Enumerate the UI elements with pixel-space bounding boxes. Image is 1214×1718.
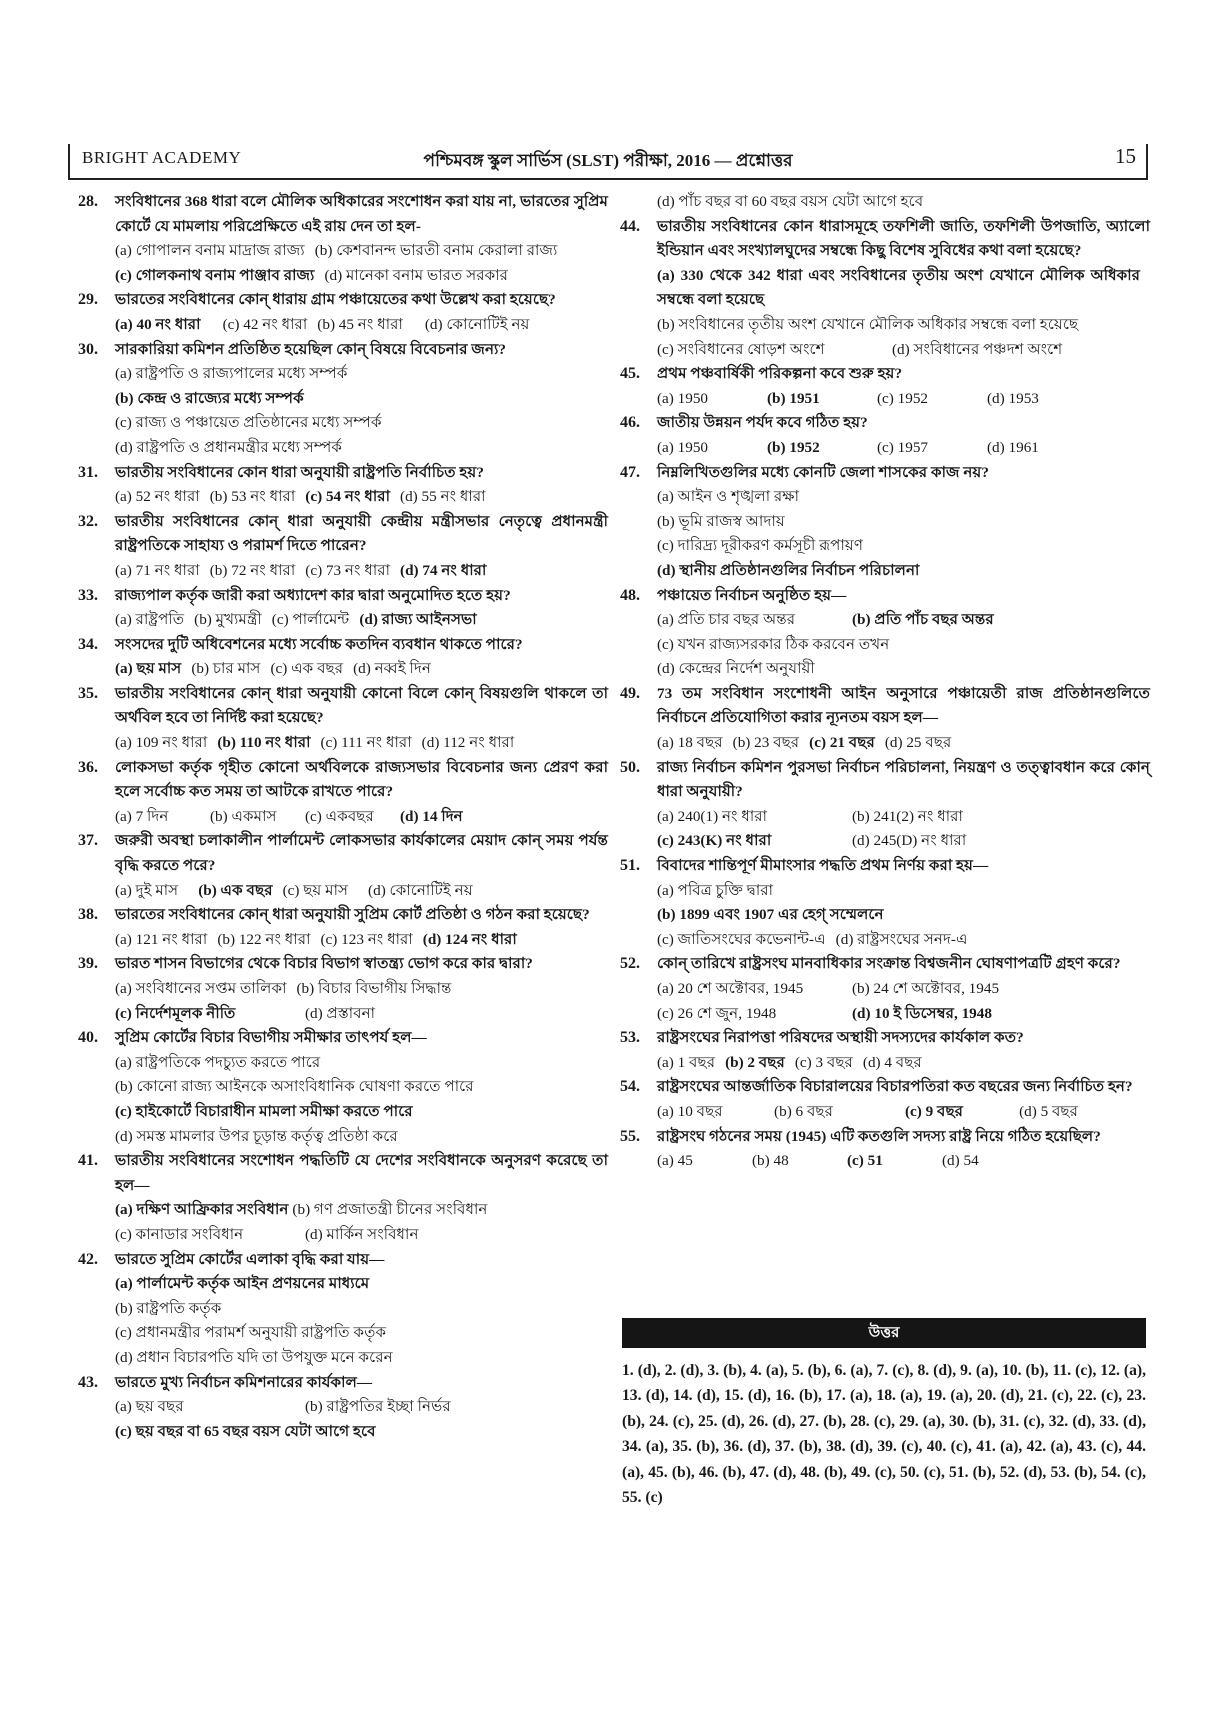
question-number: 49. [620,684,640,702]
question-37 [78,829,608,878]
option-b: (b) 48 [752,1152,789,1170]
option-d: (d) কেন্দ্রের নির্দেশ অনুযায়ী [657,660,815,678]
option-a: (a) 1950 [657,438,709,456]
options-46 [620,436,1150,461]
option-b: (b) 241(2) নং ধারা [852,807,963,825]
option-d: (d) সংবিধানের পঞ্চদশ অংশে [892,340,1063,358]
option-b: (b) 24 শে অক্টোবর, 1945 [852,980,1000,997]
options-42 [78,1272,608,1370]
question-51 [620,854,1150,879]
question-number: 42. [78,1250,98,1268]
option-c-correct: (c) 21 বছর [809,734,875,752]
option-a-correct: (a) 40 নং ধারা [115,315,201,333]
option-c-correct: (c) 54 নং ধারা [305,488,391,506]
option-d: (d) 112 নং ধারা [421,734,515,752]
options-38 [78,928,608,953]
options-47 [620,485,1150,583]
option-c: (c) 1957 [877,438,929,456]
option-b: (b) বিচার বিভাগীয় সিদ্ধান্ত [296,980,452,997]
option-b: (b) 23 বছর [732,734,800,752]
answer-key: 1. (d), 2. (d), 3. (b), 4. (a), 5. (b), 6. (a), 7. (c), 8. (d), 9. (a), 10. (b), 11. (c), 12. (a), 13. (d), 14. (d), 15. (d), 16. (b), 17. (a), 18. (a), 19. (a), 20. (d), 21. (c), 22. (c), 23. (b), 24. (c), 25. (d), 26. (d), 27. (b), 28. (c), 29. (a), 30. (b), 31. (c), 32. (d), 33. (d), 34. (a), 35. (b), 36. (d), 37. (b), 38. (d), 39. (c), 40. (c), 41. (a), 42. (a), 43. (c), 44. (a), 45. (b), 46. (b), 47. (d), 48. (b), 49. (c), 50. (c), 51. (b), 52. (d), 53. (b), 54. (c), 55. (c) [622,1362,1146,1507]
option-d-correct: (d) 10 ই ডিসেম্বর, 1948 [852,1004,992,1022]
left-column [78,190,608,1444]
question-number: 36. [78,758,98,776]
question-number: 38. [78,906,98,924]
options-34 [78,657,608,682]
question-text: রাষ্ট্রসংঘ গঠনের সময় (1945) এটি কতগুলি সদস্য রাষ্ট্র নিয়ে গঠিত হয়েছিল? [657,1127,1101,1145]
question-number: 53. [620,1029,640,1047]
option-a: (a) 45 [657,1152,693,1170]
option-a: (a) 240(1) নং ধারা [657,807,768,825]
option-a: (a) রাষ্ট্রপতি [115,611,185,629]
options-31 [78,485,608,510]
option-b: (b) একমাস [210,807,277,825]
question-number: 31. [78,463,98,481]
question-text: সারকারিয়া কমিশন প্রতিষ্ঠিত হয়েছিল কোন্ বিষয়ে বিবেচনার জন্য? [115,340,507,358]
question-number: 32. [78,512,98,530]
option-b-correct: (b) 1951 [767,389,820,407]
option-d: (d) মার্কিন সংবিধান [305,1225,419,1243]
options-33 [78,608,608,633]
question-number: 54. [620,1078,640,1096]
option-c: (c) দারিদ্র্য দূরীকরণ কর্মসূচী রূপায়ণ [657,537,863,555]
option-b: (b) রাষ্ট্রপতি কর্তৃক [115,1299,222,1317]
question-text: ভারতীয় সংবিধানের সংশোধন পদ্ধতিটি যে দেশের সংবিধানকে অনুসরণ করেছে তা হল— [115,1152,608,1194]
question-text: ভারতের সংবিধানের কোন্ ধারায় গ্রাম পঞ্চায়েতের কথা উল্লেখ করা হয়েছে? [115,291,556,309]
options-49 [620,731,1150,756]
option-a: (a) গোপালন বনাম মাদ্রাজ রাজ্য [115,242,305,260]
option-d-correct: (d) স্থানীয় প্রতিষ্ঠানগুলির নির্বাচন পরিচালনা [657,561,920,579]
question-49 [620,682,1150,731]
question-29 [78,288,608,313]
question-text: ভারতীয় সংবিধানের কোন্ ধারা অনুযায়ী কোনো বিলে কোন্ বিষয়গুলি থাকলে তা অর্থবিল হবে তা নির্দিষ্ট করা হয়েছে? [115,684,608,727]
question-50 [620,756,1150,805]
option-a: (a) দুই মাস [115,881,179,899]
question-text: লোকসভা কর্তৃক গৃহীত কোনো অর্থবিলকে রাজ্যসভার বিবেচনার জন্য প্রেরণ করা হলে সর্বোচ্চ কত সময় তা আটকে রাখতে পারে? [115,758,608,801]
option-d: (d) কোনোটিই নয় [368,881,473,899]
option-a: (a) রাষ্ট্রপতি ও রাজ্যপালের মধ্যে সম্পর্ক [115,365,348,383]
option-c-correct: (c) ছয় বছর বা 65 বছর বয়স যেটা আগে হবে [115,1422,376,1440]
question-54 [620,1075,1150,1100]
question-text: প্রথম পঞ্চবার্ষিকী পরিকল্পনা কবে শুরু হয়? [657,365,903,383]
option-c: (c) 73 নং ধারা [305,561,391,579]
question-number: 48. [620,586,640,604]
options-39 [78,977,608,1026]
question-text: জাতীয় উন্নয়ন পর্যদ কবে গঠিত হয়? [657,414,868,432]
question-number: 50. [620,758,640,776]
question-number: 29. [78,291,98,309]
option-a: (a) 18 বছর [657,734,723,752]
right-column [620,190,1150,1174]
option-a: (a) 1 বছর [657,1053,716,1071]
options-41 [78,1198,608,1247]
question-42 [78,1248,608,1273]
question-40 [78,1026,608,1051]
option-b-correct: (b) প্রতি পাঁচ বছর অন্তর [852,611,994,629]
question-30 [78,338,608,363]
option-b: (b) 53 নং ধারা [209,488,296,506]
options-29 [78,313,608,338]
option-a: (a) 1950 [657,389,709,407]
option-c: (c) 42 নং ধারা [222,315,308,333]
options-51 [620,879,1150,953]
option-c: (c) ছয় মাস [282,881,349,899]
page-title: পশ্চিমবঙ্গ স্কুল সার্ভিস (SLST) পরীক্ষা, 2016 — প্রশ্নোত্তর [423,151,793,170]
option-c: (c) একবছর [305,807,374,825]
option-b-correct: (b) 1899 এবং 1907 এর হেগ্ সম্মেলনে [657,906,884,924]
question-number: 28. [78,193,98,210]
question-52 [620,952,1150,977]
option-c: (c) 3 বছর [794,1053,853,1071]
question-text: নিম্নলিখিতগুলির মধ্যে কোনটি জেলা শাসকের কাজ নয়? [657,463,989,481]
question-text: কোন্ তারিখে রাষ্ট্রসংঘ মানবাধিকার সংক্রান্ত বিশ্বজনীন ঘোষণাপত্রটি গ্রহণ করে? [657,955,1121,973]
question-text: রাষ্ট্রসংঘের নিরাপত্তা পরিষদের অস্থায়ী সদস্যদের কার্যকাল কত? [657,1029,1024,1047]
question-45 [620,362,1150,387]
options-30 [78,362,608,460]
publisher-name: BRIGHT ACADEMY [82,148,242,167]
question-text: রাজ্য নির্বাচন কমিশন পুরসভা নির্বাচন পরিচালনা, নিয়ন্ত্রণ ও তত্ত্বাবধান করে কোন্ ধারা অনুযায়ী? [657,758,1150,801]
option-d: (d) 4 বছর [862,1053,922,1071]
option-a-correct: (a) ছয় মাস [115,660,182,678]
option-d: (d) 245(D) নং ধারা [852,832,967,850]
question-number: 45. [620,365,640,383]
question-number: 39. [78,955,98,973]
option-c: (c) সংবিধানের ষোড়শ অংশে [657,340,825,358]
options-53 [620,1051,1150,1076]
question-36 [78,756,608,805]
option-d: (d) প্রস্তাবনা [305,1004,376,1022]
question-35 [78,682,608,731]
option-d-correct: (d) 74 নং ধারা [400,561,487,579]
option-c: (c) যখন রাজ্যসরকার ঠিক করবেন তখন [657,635,890,653]
option-a: (a) প্রতি চার বছর অন্তর [657,611,796,629]
option-b: (b) রাষ্ট্রপতির ইচ্ছা নির্ভর [305,1398,451,1416]
options-44 [620,264,1150,362]
options-40 [78,1051,608,1149]
option-c: (c) 111 নং ধারা [320,734,412,752]
option-c-correct: (c) গোলকনাথ বনাম পাঞ্জাব রাজ্য [115,266,315,284]
option-c-correct: (c) 51 [847,1152,883,1170]
option-b-correct: (b) 2 বছর [725,1053,785,1071]
question-text: রাজ্যপাল কর্তৃক জারী করা অধ্যাদেশ কার দ্বারা অনুমোদিত হতে হয়? [115,586,511,604]
question-31 [78,461,608,486]
question-46 [620,411,1150,436]
question-text: ভারতে মুখ্য নির্বাচন কমিশনারের কার্যকাল— [115,1373,373,1391]
option-c-correct: (c) 9 বছর [904,1102,964,1120]
question-number: 33. [78,586,98,604]
option-a: (a) 52 নং ধারা [115,488,200,506]
page-header [68,144,1148,180]
question-number: 35. [78,684,98,702]
option-b: (b) মুখ্যমন্ত্রী [194,611,262,629]
option-d: (d) 1961 [987,438,1039,456]
option-a: (a) 121 নং ধারা [115,930,208,948]
question-33 [78,584,608,609]
option-a-correct: (a) 330 থেকে 342 ধারা এবং সংবিধানের তৃতীয় অংশ যেখানে মৌলিক অধিকার সম্বন্ধে বলা হয়েছে [657,266,1140,309]
answers-heading: উত্তর [622,1318,1146,1348]
option-d: (d) 55 নং ধারা [400,488,486,506]
option-b: (b) ভূমি রাজস্ব আদায় [657,512,785,530]
option-d-correct: (d) রাজ্য আইনসভা [359,611,477,629]
options-52 [620,977,1150,1026]
question-text: 73 তম সংবিধান সংশোধনী আইন অনুসারে পঞ্চায়েতী রাজ প্রতিষ্ঠানগুলিতে নির্বাচনে প্রতিযোগিতা করার ন্যূনতম বয়স হল— [657,684,1150,727]
question-text: সংবিধানের 368 ধারা বলে মৌলিক অধিকারের সংশোধন করা যায় না, ভারতের সুপ্রিম কোর্টে যে মামলায় পরিপ্রেক্ষিতে এই রায় দেন তা হল- [115,193,608,235]
option-b-correct: (b) 1952 [767,438,820,456]
option-a: (a) ছয় বছর [115,1398,184,1416]
question-number: 37. [78,832,98,850]
question-34 [78,633,608,658]
options-54 [620,1100,1150,1125]
option-c: (c) পার্লামেন্ট [271,611,350,629]
option-d: (d) 54 [942,1152,979,1170]
options-45 [620,387,1150,412]
options-43 [78,1395,608,1444]
option-a-correct: (a) পার্লামেন্ট কর্তৃক আইন প্রণয়নের মাধ্যমে [115,1275,370,1293]
option-c-correct: (c) নির্দেশমূলক নীতি [115,1004,236,1022]
question-text: ভারতীয় সংবিধানের কোন ধারা অনুযায়ী রাষ্ট্রপতি নির্বাচিত হয়? [115,463,484,481]
question-number: 51. [620,857,640,875]
question-text: পঞ্চায়েত নির্বাচন অনুষ্ঠিত হয়— [657,586,847,604]
option-d: (d) প্রধান বিচারপতি যদি তা উপযুক্ত মনে করেন [115,1348,393,1366]
question-28 [78,190,608,239]
question-number: 52. [620,955,640,973]
option-a: (a) 71 নং ধারা [115,561,200,579]
question-55 [620,1125,1150,1150]
question-53 [620,1026,1150,1051]
option-c: (c) 123 নং ধারা [320,930,413,948]
question-number: 46. [620,414,640,432]
option-a: (a) 7 দিন [115,807,169,825]
option-d: (d) মানেকা বনাম ভারত সরকার [324,266,508,284]
option-a: (a) পবিত্র চুক্তি দ্বারা [657,881,773,899]
option-d: (d) নব্বই দিন [353,660,431,678]
question-47 [620,461,1150,486]
option-c: (c) রাজ্য ও পঞ্চায়েত প্রতিষ্ঠানের মধ্যে সম্পর্ক [115,414,382,432]
question-text: ভারতে সুপ্রিম কোর্টের এলাকা বৃদ্ধি করা যায়— [115,1250,385,1268]
option-a: (a) সংবিধানের সপ্তম তালিকা [115,980,287,997]
question-text: জরুরী অবস্থা চলাকালীন পার্লামেন্ট লোকসভার কার্যকালের মেয়াদ কোন্ সময় পর্যন্ত বৃদ্ধি করতে পরে? [115,832,608,875]
option-d: (d) রাষ্ট্রপতি ও প্রধানমন্ত্রীর মধ্যে সম্পর্ক [115,438,343,456]
option-b: (b) 122 নং ধারা [217,930,311,948]
question-48 [620,584,1150,609]
question-43 [78,1371,608,1396]
options-48 [620,608,1150,682]
option-d: (d) পাঁচ বছর বা 60 বছর বয়স যেটা আগে হবে [657,193,924,210]
option-c: (c) জাতিসংঘের কভেনান্ট-এ [657,930,826,948]
option-b: (b) সংবিধানের তৃতীয় অংশ যেখানে মৌলিক অধিকার সম্বন্ধে বলা হয়েছে [657,315,1079,333]
option-a-correct: (a) দক্ষিণ আফ্রিকার সংবিধান [115,1201,289,1219]
option-c: (c) কানাডার সংবিধান [115,1225,244,1243]
option-b: (b) চার মাস [191,660,261,678]
option-d: (d) রাষ্ট্রসংঘের সনদ-এ [835,930,968,948]
option-a: (a) 109 নং ধারা [115,734,208,752]
options-43-continued [620,190,1150,215]
option-d: (d) 5 বছর [1019,1102,1078,1120]
option-a: (a) রাষ্ট্রপতিকে পদচ্যুত করতে পারে [115,1053,321,1071]
question-text: বিবাদের শান্তিপূর্ণ মীমাংসার পদ্ধতি প্রথম নির্ণয় করা হয়— [657,857,989,875]
options-36 [78,805,608,830]
question-number: 55. [620,1127,640,1145]
options-50 [620,805,1150,854]
option-d-correct: (d) 14 দিন [400,807,463,825]
option-a: (a) 10 বছর [657,1102,723,1120]
options-28 [78,239,608,288]
option-b: (b) কোনো রাজ্য আইনকে অসাংবিধানিক ঘোষণা করতে পারে [115,1078,474,1096]
page-number: 15 [1115,144,1136,168]
question-number: 41. [78,1152,98,1170]
question-text: ভারতের সংবিধানের কোন্ ধারা অনুযায়ী সুপ্রিম কোর্ট প্রতিষ্ঠা ও গঠন করা হয়েছে? [115,906,590,924]
option-c-correct: (c) 243(K) নং ধারা [657,832,772,850]
options-32 [78,559,608,584]
question-number: 43. [78,1373,98,1391]
question-number: 40. [78,1029,98,1047]
option-c: (c) এক বছর [270,660,344,678]
option-d: (d) সমস্ত মামলার উপর চূড়ান্ত কর্তৃত্ব প্রতিষ্ঠা করে [115,1127,398,1145]
option-a: (a) 20 শে অক্টোবর, 1945 [657,980,804,997]
question-39 [78,952,608,977]
question-number: 47. [620,463,640,481]
question-text: ভারতীয় সংবিধানের কোন ধারাসমূহে তফশিলী জাতি, তফশিলী উপজাতি, অ্যালো ইন্ডিয়ান এবং সংখ্যালঘুদের সম্বন্ধে কিছু বিশেষ সুবিধের কথা বলা হয়েছে? [657,217,1150,260]
question-text: ভারতীয় সংবিধানের কোন্ ধারা অনুযায়ী কেন্দ্রীয় মন্ত্রীসভার নেতৃত্বে প্রধানমন্ত্রী রাষ্ট্রপতিকে সাহায্য ও পরামর্শ দিতে পারেন? [115,512,608,555]
option-d: (d) 25 বছর [884,734,952,752]
option-c: (c) 1952 [877,389,929,407]
question-number: 34. [78,635,98,653]
question-text: সুপ্রিম কোর্টের বিচার বিভাগীয় সমীক্ষার তাৎপর্য হল— [115,1029,427,1047]
options-55 [620,1149,1150,1174]
question-text: সংসদের দুটি অধিবেশনের মধ্যে সর্বোচ্চ কতদিন ব্যবধান থাকতে পারে? [115,635,523,653]
option-d: (d) 1953 [987,389,1039,407]
question-number: 44. [620,217,640,235]
question-44 [620,215,1150,264]
option-c-correct: (c) হাইকোর্টে বিচারাধীন মামলা সমীক্ষা করতে পারে [115,1102,413,1120]
option-b: (b) গণ প্রজাতন্ত্রী চীনের সংবিধান [292,1201,488,1219]
option-b: (b) 6 বছর [774,1102,833,1120]
question-number: 30. [78,340,98,358]
option-b: (b) কেশবানন্দ ভারতী বনাম কেরালা রাজ্য [314,242,558,260]
option-c: (c) প্রধানমন্ত্রীর পরামর্শ অনুযায়ী রাষ্ট্রপতি কর্তৃক [115,1324,387,1342]
options-37 [78,879,608,904]
option-c: (c) 26 শে জুন, 1948 [657,1004,777,1022]
option-d: (d) কোনোটিই নয় [424,315,530,333]
option-b-correct: (b) এক বছর [198,881,273,899]
option-a: (a) আইন ও শৃঙ্খলা রক্ষা [657,488,799,506]
question-text: রাষ্ট্রসংঘের আন্তর্জাতিক বিচারালয়ের বিচারপতিরা কত বছরের জন্য নির্বাচিত হন? [657,1078,1133,1096]
question-32 [78,510,608,559]
option-d-correct: (d) 124 নং ধারা [422,930,517,948]
question-text: ভারত শাসন বিভাগের থেকে বিচার বিভাগ স্বাতন্ত্র্য ভোগ করে কার দ্বারা? [115,955,533,973]
option-b-correct: (b) 110 নং ধারা [217,734,311,752]
options-35 [78,731,608,756]
question-38 [78,903,608,928]
option-b: (b) 45 নং ধারা [317,315,403,333]
option-b: (b) 72 নং ধারা [209,561,296,579]
option-b-correct: (b) কেন্দ্র ও রাজ্যের মধ্যে সম্পর্ক [115,389,304,407]
question-41 [78,1149,608,1198]
